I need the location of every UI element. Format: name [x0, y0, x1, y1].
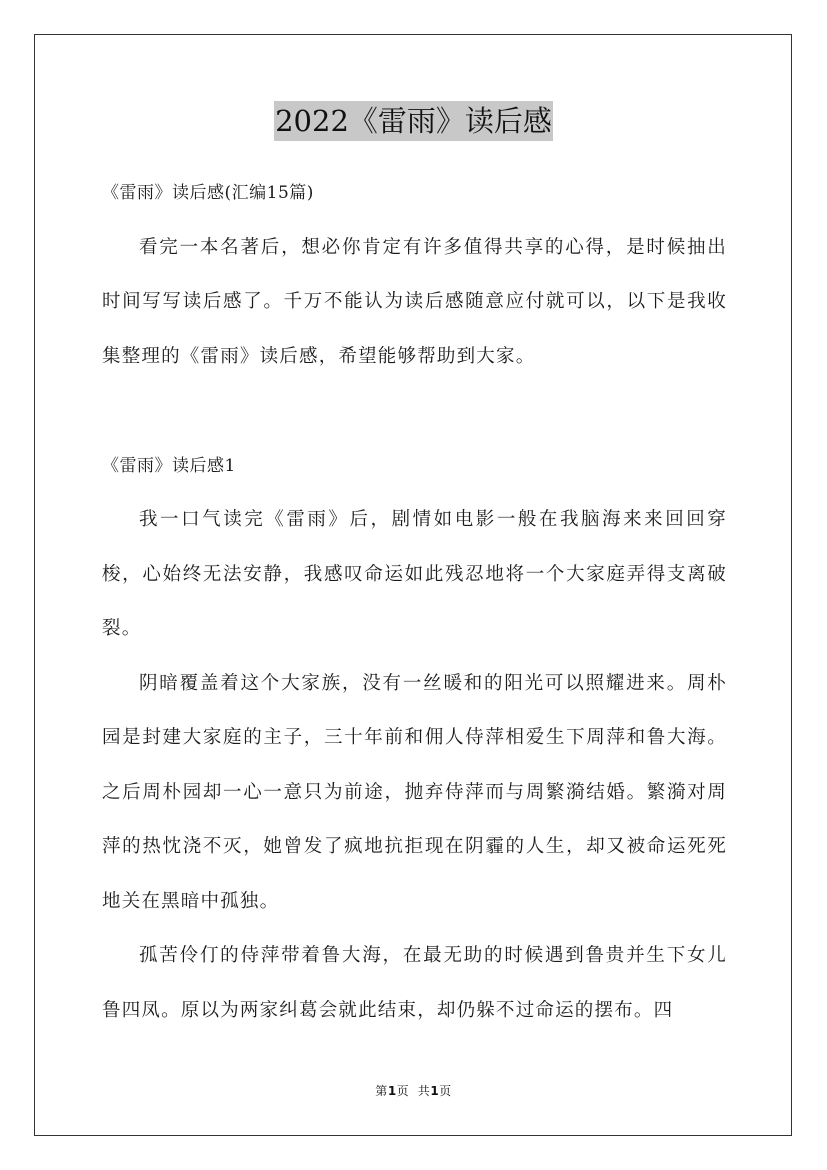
- footer-label-mid: 页 共: [396, 1084, 431, 1098]
- document-subtitle: 《雷雨》读后感(汇编15篇): [102, 183, 314, 203]
- footer-label-post: 页: [439, 1084, 452, 1098]
- footer-label-pre: 第: [375, 1084, 388, 1098]
- footer-page-current: 1: [387, 1084, 397, 1098]
- title-container: [0, 101, 827, 141]
- footer-page-total: 1: [430, 1084, 440, 1098]
- document-title: 2022《雷雨》读后感: [274, 101, 553, 141]
- body-paragraph-3: 孤苦伶仃的侍萍带着鲁大海，在最无助的时候遇到鲁贵并生下女儿鲁四凤。原以为两家纠葛会就此结束，却仍躲不过命运的摆布。四: [102, 945, 727, 1021]
- document-body: [102, 166, 727, 1038]
- page-footer: [0, 1082, 827, 1099]
- body-paragraph-1: 我一口气读完《雷雨》后，剧情如电影一般在我脑海来来回回穿梭，心始终无法安静，我感叹命运如此残忍地将一个大家庭弄得支离破裂。: [102, 509, 727, 639]
- body-paragraph-2: 阴暗覆盖着这个大家族，没有一丝暖和的阳光可以照耀进来。周朴园是封建大家庭的主子，三十年前和佣人侍萍相爱生下周萍和鲁大海。之后周朴园却一心一意只为前途，抛弃侍萍而与周繁漪结婚。繁漪对周萍的热忱浇不灭，她曾发了疯地抗拒现在阴霾的人生，却又被命运死死地关在黑暗中孤独。: [102, 672, 727, 912]
- intro-paragraph: 看完一本名著后，想必你肯定有许多值得共享的心得，是时候抽出时间写写读后感了。千万不能认为读后感随意应付就可以，以下是我收集整理的《雷雨》读后感，希望能够帮助到大家。: [102, 236, 727, 367]
- blank-line: [102, 384, 727, 439]
- section-heading: 《雷雨》读后感1: [102, 455, 236, 476]
